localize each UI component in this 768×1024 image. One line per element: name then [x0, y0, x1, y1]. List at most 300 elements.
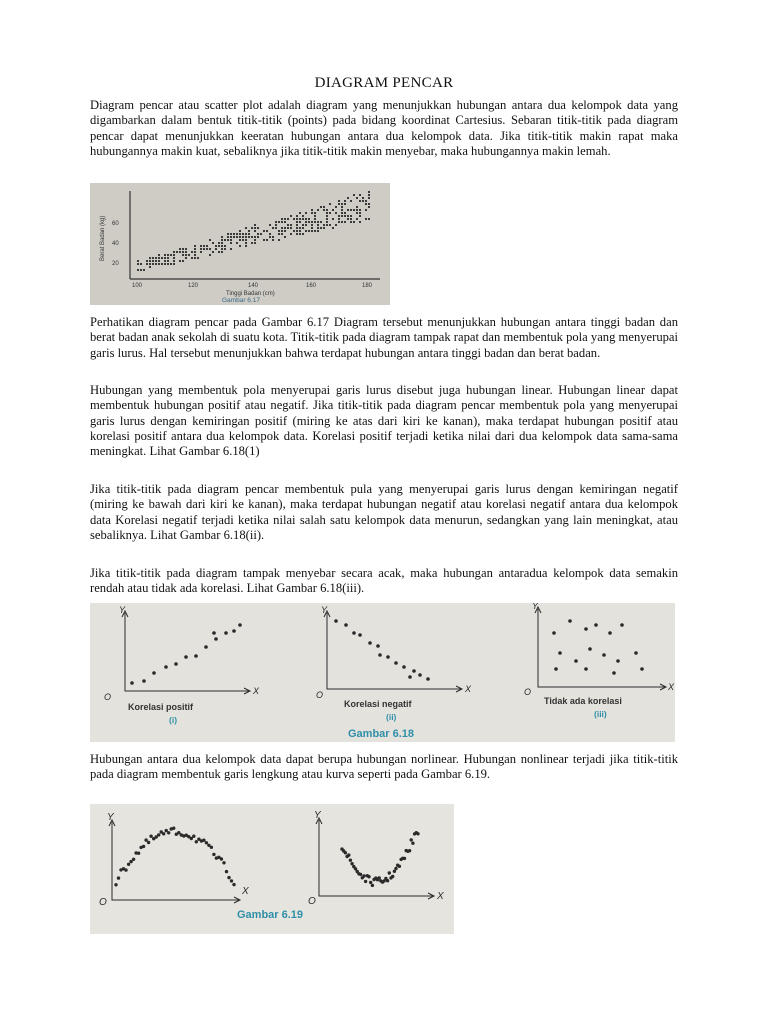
scatter-point	[338, 203, 340, 205]
scatter-point	[368, 218, 370, 220]
scatter-point	[317, 221, 319, 223]
scatter-point	[314, 212, 316, 214]
scatter-point	[568, 619, 572, 623]
panel-iii-axis-x: X	[668, 682, 675, 692]
scatter-point	[341, 215, 343, 217]
scatter-point	[347, 218, 349, 220]
scatter-point	[245, 242, 247, 244]
scatter-point	[349, 859, 352, 862]
scatter-point	[230, 236, 232, 238]
scatter-point	[233, 233, 235, 235]
scatter-point	[191, 251, 193, 253]
paragraph-random: Jika titik-titik pada diagram tampak menyebar secara acak, maka hubungan antaradua kelompok data semakin rendah atau tidak ada korelasi. Lihat Gambar 6.18(iii).	[90, 566, 678, 596]
scatter-point	[254, 236, 256, 238]
scatter-point	[391, 875, 394, 878]
panel-ii-axis-y: Y	[321, 605, 328, 615]
scatter-point	[188, 254, 190, 256]
scatter-point	[326, 221, 328, 223]
scatter-point	[221, 251, 223, 253]
scatter-point	[140, 263, 142, 265]
scatter-point	[242, 239, 244, 241]
scatter-point	[344, 221, 346, 223]
scatter-point	[616, 659, 620, 663]
scatter-point	[323, 227, 325, 229]
scatter-point	[173, 257, 175, 259]
scatter-point	[227, 239, 229, 241]
scatter-point	[416, 832, 419, 835]
figure-6-19-plot	[90, 804, 454, 934]
scatter-point	[368, 197, 370, 199]
scatter-point	[230, 239, 232, 241]
scatter-point	[232, 629, 236, 633]
scatter-point	[260, 233, 262, 235]
scatter-point	[290, 233, 292, 235]
scatter-point	[305, 230, 307, 232]
scatter-point	[308, 218, 310, 220]
scatter-point	[182, 248, 184, 250]
scatter-point	[251, 236, 253, 238]
scatter-point	[335, 206, 337, 208]
scatter-point	[200, 248, 202, 250]
scatter-point	[210, 846, 213, 849]
scatter-point	[251, 242, 253, 244]
scatter-point	[206, 248, 208, 250]
scatter-point	[332, 227, 334, 229]
scatter-point	[158, 254, 160, 256]
right-panel-axis-x: X	[437, 891, 444, 902]
scatter-point	[185, 257, 187, 259]
scatter-point	[164, 665, 168, 669]
scatter-point	[230, 242, 232, 244]
scatter-point	[275, 227, 277, 229]
scatter-point	[281, 230, 283, 232]
scatter-point	[266, 230, 268, 232]
scatter-point	[602, 653, 606, 657]
figure-6-19	[90, 804, 454, 934]
scatter-point	[394, 661, 398, 665]
figure-6-17-xtick-120: 120	[188, 283, 199, 289]
scatter-point	[296, 227, 298, 229]
scatter-point	[308, 221, 310, 223]
scatter-point	[266, 239, 268, 241]
scatter-point	[137, 269, 139, 271]
scatter-point	[218, 242, 220, 244]
scatter-point	[302, 215, 304, 217]
scatter-point	[320, 206, 322, 208]
scatter-point	[152, 260, 154, 262]
scatter-point	[584, 627, 588, 631]
scatter-point	[254, 227, 256, 229]
scatter-point	[167, 257, 169, 259]
scatter-point	[344, 212, 346, 214]
scatter-point	[152, 263, 154, 265]
scatter-point	[290, 224, 292, 226]
scatter-point	[302, 218, 304, 220]
scatter-point	[281, 218, 283, 220]
scatter-point	[146, 260, 148, 262]
scatter-point	[311, 230, 313, 232]
scatter-point	[287, 224, 289, 226]
scatter-point	[227, 233, 229, 235]
scatter-point	[170, 263, 172, 265]
scatter-point	[299, 233, 301, 235]
scatter-point	[248, 236, 250, 238]
scatter-point	[311, 227, 313, 229]
scatter-point	[371, 884, 374, 887]
scatter-point	[350, 215, 352, 217]
scatter-point	[332, 218, 334, 220]
scatter-point	[142, 845, 145, 848]
scatter-point	[209, 239, 211, 241]
scatter-point	[245, 245, 247, 247]
scatter-point	[368, 191, 370, 193]
scatter-point	[221, 245, 223, 247]
scatter-point	[242, 236, 244, 238]
scatter-point	[173, 260, 175, 262]
scatter-point	[245, 236, 247, 238]
scatter-point	[341, 209, 343, 211]
scatter-point	[278, 239, 280, 241]
figure-6-18-plot	[90, 603, 675, 742]
figure-6-17-caption: Gambar 6.17	[222, 297, 260, 304]
scatter-point	[338, 218, 340, 220]
scatter-point	[215, 245, 217, 247]
scatter-point	[200, 251, 202, 253]
panel-i-label: Korelasi positif	[128, 702, 194, 712]
scatter-point	[137, 852, 140, 855]
scatter-point	[335, 224, 337, 226]
scatter-point	[305, 212, 307, 214]
scatter-point	[341, 221, 343, 223]
scatter-point	[293, 230, 295, 232]
scatter-point	[182, 254, 184, 256]
scatter-point	[323, 224, 325, 226]
paragraph-intro: Diagram pencar atau scatter plot adalah diagram yang menunjukkan hubungan antara dua kelompok data yang digambarkan dalam bentuk titik-titik (points) pada bidang koordinat Cartesius. Sebaran titik-titik pada diagram pencar dapat menunjukkan keeratan hubungan antara dua kelompok data. Jika titik-titik makin rapat maka hubungannya makin kuat, sebaliknya jika titik-titik makin menyebar, maka hubungannya makin lemah.	[90, 98, 678, 158]
scatter-point	[149, 835, 152, 838]
scatter-point	[254, 239, 256, 241]
scatter-point	[174, 662, 178, 666]
scatter-point	[254, 224, 256, 226]
scatter-point	[182, 251, 184, 253]
scatter-point	[144, 838, 147, 841]
scatter-point	[367, 875, 370, 878]
right-panel-origin: O	[308, 896, 316, 907]
scatter-point	[257, 227, 259, 229]
scatter-point	[194, 257, 196, 259]
panel-iii-origin: O	[524, 687, 532, 697]
scatter-point	[149, 257, 151, 259]
scatter-point	[179, 251, 181, 253]
scatter-point	[362, 874, 365, 877]
scatter-point	[278, 233, 280, 235]
scatter-point	[326, 218, 328, 220]
scatter-point	[386, 879, 389, 882]
scatter-point	[236, 242, 238, 244]
scatter-point	[155, 257, 157, 259]
scatter-point	[269, 224, 271, 226]
panel-i-axis-x: X	[253, 686, 260, 696]
scatter-point	[203, 245, 205, 247]
scatter-point	[192, 835, 195, 838]
scatter-point	[185, 254, 187, 256]
scatter-point	[155, 263, 157, 265]
scatter-point	[167, 831, 170, 834]
scatter-point	[263, 230, 265, 232]
scatter-point	[344, 623, 348, 627]
scatter-point	[369, 881, 372, 884]
scatter-point	[347, 853, 350, 856]
scatter-point	[269, 233, 271, 235]
scatter-point	[224, 631, 228, 635]
scatter-point	[378, 653, 382, 657]
scatter-point	[368, 194, 370, 196]
scatter-point	[365, 203, 367, 205]
figure-6-17-xtick-140: 140	[248, 283, 259, 289]
scatter-point	[179, 260, 181, 262]
scatter-point	[332, 209, 334, 211]
scatter-point	[558, 651, 562, 655]
scatter-point	[311, 224, 313, 226]
scatter-point	[287, 218, 289, 220]
scatter-point	[326, 209, 328, 211]
scatter-point	[230, 233, 232, 235]
scatter-point	[209, 248, 211, 250]
scatter-point	[194, 254, 196, 256]
scatter-point	[299, 218, 301, 220]
scatter-point	[403, 857, 406, 860]
scatter-point	[359, 221, 361, 223]
scatter-point	[195, 840, 198, 843]
scatter-point	[230, 879, 233, 882]
paragraph-linear: Hubungan yang membentuk pola menyerupai garis lurus disebut juga hubungan linear. Hubungan linear dapat membentuk hubungan positif atau negatif. Jika titik-titik pada diagram pencar membentuk pola yang menyerupai garis lurus dengan kemiringan positif (miring ke atas dari kiri ke kanan), maka terdapat hubungan positif atau korelasi positif antara dua kelompok data. Korelasi positif terjadi ketika nilai dari dua kelompok data sama-sama meningkat. Lihat Gambar 6.18(1)	[90, 383, 678, 459]
scatter-point	[378, 876, 381, 879]
scatter-point	[320, 227, 322, 229]
scatter-point	[341, 206, 343, 208]
scatter-point	[317, 209, 319, 211]
scatter-point	[239, 233, 241, 235]
scatter-point	[314, 230, 316, 232]
scatter-point	[612, 671, 616, 675]
left-panel-axis-x: X	[242, 886, 249, 897]
scatter-point	[320, 221, 322, 223]
figure-6-17-xlabel: Tinggi Badan (cm)	[226, 291, 275, 297]
scatter-point	[221, 239, 223, 241]
scatter-point	[290, 227, 292, 229]
scatter-point	[338, 215, 340, 217]
scatter-point	[388, 871, 391, 874]
scatter-point	[238, 623, 242, 627]
scatter-point	[296, 224, 298, 226]
scatter-point	[167, 263, 169, 265]
scatter-point	[350, 218, 352, 220]
scatter-point	[574, 659, 578, 663]
scatter-point	[130, 681, 134, 685]
scatter-point	[281, 233, 283, 235]
scatter-point	[344, 200, 346, 202]
scatter-point	[386, 655, 390, 659]
scatter-point	[236, 236, 238, 238]
scatter-point	[272, 227, 274, 229]
scatter-point	[356, 209, 358, 211]
figure-6-17-xtick-160: 160	[306, 283, 317, 289]
scatter-point	[317, 230, 319, 232]
scatter-point	[314, 215, 316, 217]
scatter-point	[359, 194, 361, 196]
scatter-point	[329, 224, 331, 226]
scatter-point	[152, 257, 154, 259]
scatter-point	[212, 251, 214, 253]
scatter-point	[296, 221, 298, 223]
scatter-point	[209, 254, 211, 256]
scatter-point	[179, 248, 181, 250]
scatter-point	[161, 257, 163, 259]
figure-6-17-ytick-40: 40	[112, 241, 119, 247]
scatter-point	[296, 230, 298, 232]
scatter-point	[164, 257, 166, 259]
scatter-point	[359, 212, 361, 214]
scatter-point	[203, 248, 205, 250]
scatter-point	[164, 260, 166, 262]
scatter-point	[248, 230, 250, 232]
scatter-point	[143, 269, 145, 271]
scatter-point	[140, 269, 142, 271]
scatter-point	[167, 260, 169, 262]
scatter-point	[248, 233, 250, 235]
scatter-point	[552, 631, 556, 635]
scatter-point	[227, 236, 229, 238]
scatter-point	[239, 230, 241, 232]
scatter-point	[341, 212, 343, 214]
scatter-point	[341, 203, 343, 205]
figure-6-17-xtick-100: 100	[132, 283, 143, 289]
figure-6-17-plot	[90, 183, 390, 305]
scatter-point	[584, 667, 588, 671]
scatter-point	[225, 870, 228, 873]
scatter-point	[173, 254, 175, 256]
scatter-point	[359, 209, 361, 211]
scatter-point	[117, 876, 120, 879]
scatter-point	[640, 667, 644, 671]
scatter-point	[214, 637, 218, 641]
left-panel-axis-y: Y	[107, 812, 114, 823]
scatter-point	[359, 200, 361, 202]
scatter-point	[326, 215, 328, 217]
scatter-point	[149, 260, 151, 262]
scatter-point	[368, 206, 370, 208]
scatter-point	[350, 862, 353, 865]
figure-6-18-background	[90, 603, 675, 742]
scatter-point	[364, 880, 367, 883]
scatter-point	[218, 245, 220, 247]
scatter-point	[251, 227, 253, 229]
scatter-point	[350, 200, 352, 202]
paragraph-observe: Perhatikan diagram pencar pada Gambar 6.17 Diagram tersebut menunjukkan hubungan antara tinggi badan dan berat badan anak sekolah di suatu kota. Titik-titik pada diagram tampak rapat dan membentuk pola yang menyerupai garis lurus. Hal tersebut menunjukkan bahwa terdapat hubungan antara tinggi badan dan berat badan.	[90, 315, 678, 360]
scatter-point	[124, 868, 127, 871]
scatter-point	[356, 212, 358, 214]
figure-6-17	[90, 183, 390, 305]
scatter-point	[311, 209, 313, 211]
scatter-point	[177, 831, 180, 834]
scatter-point	[172, 827, 175, 830]
scatter-point	[302, 224, 304, 226]
scatter-point	[305, 218, 307, 220]
scatter-point	[149, 266, 151, 268]
scatter-point	[394, 867, 397, 870]
scatter-point	[426, 677, 430, 681]
scatter-point	[162, 832, 165, 835]
scatter-point	[190, 837, 193, 840]
scatter-point	[358, 633, 362, 637]
scatter-point	[182, 260, 184, 262]
scatter-point	[164, 254, 166, 256]
scatter-point	[299, 221, 301, 223]
scatter-point	[245, 233, 247, 235]
scatter-point	[224, 239, 226, 241]
scatter-point	[588, 647, 592, 651]
scatter-point	[376, 644, 380, 648]
scatter-point	[142, 679, 146, 683]
paragraph-negative: Jika titik-titik pada diagram pencar membentuk pula yang menyerupai garis lurus dengan kemiringan negatif (miring ke bawah dari kiri ke kanan), maka terdapat hubungan negatif atau korelasi negatif antara dua kelompok data Korelasi negatif terjadi ketika nilai salah satu kelompok data menurun, sedangkan yang lain meningkat, atau sebaliknya. Lihat Gambar 6.18(ii).	[90, 482, 678, 542]
scatter-point	[218, 251, 220, 253]
scatter-point	[326, 224, 328, 226]
scatter-point	[173, 263, 175, 265]
scatter-point	[368, 641, 372, 645]
scatter-point	[408, 849, 411, 852]
scatter-point	[296, 218, 298, 220]
scatter-point	[239, 245, 241, 247]
scatter-point	[359, 215, 361, 217]
scatter-point	[245, 227, 247, 229]
scatter-point	[194, 248, 196, 250]
scatter-point	[147, 841, 150, 844]
scatter-point	[284, 227, 286, 229]
scatter-point	[290, 215, 292, 217]
scatter-point	[197, 257, 199, 259]
scatter-point	[212, 853, 215, 856]
scatter-point	[412, 669, 416, 673]
scatter-point	[296, 233, 298, 235]
scatter-point	[152, 671, 156, 675]
scatter-point	[362, 197, 364, 199]
scatter-point	[365, 209, 367, 211]
scatter-point	[299, 230, 301, 232]
figure-6-18-caption: Gambar 6.18	[348, 728, 415, 740]
scatter-point	[272, 236, 274, 238]
scatter-point	[356, 197, 358, 199]
scatter-point	[634, 651, 638, 655]
panel-i-origin: O	[104, 692, 112, 702]
scatter-point	[365, 218, 367, 220]
scatter-point	[132, 858, 135, 861]
scatter-point	[215, 248, 217, 250]
scatter-point	[204, 645, 208, 649]
scatter-point	[114, 883, 117, 886]
scatter-point	[305, 224, 307, 226]
panel-iii-axis-y: Y	[532, 603, 539, 611]
scatter-point	[308, 230, 310, 232]
scatter-point	[356, 218, 358, 220]
scatter-point	[220, 857, 223, 860]
figure-6-17-ytick-60: 60	[112, 221, 119, 227]
scatter-point	[184, 655, 188, 659]
scatter-point	[284, 218, 286, 220]
scatter-point	[158, 260, 160, 262]
scatter-point	[161, 263, 163, 265]
right-panel-axis-y: Y	[314, 810, 321, 821]
scatter-point	[127, 863, 130, 866]
scatter-point	[272, 239, 274, 241]
scatter-point	[185, 248, 187, 250]
